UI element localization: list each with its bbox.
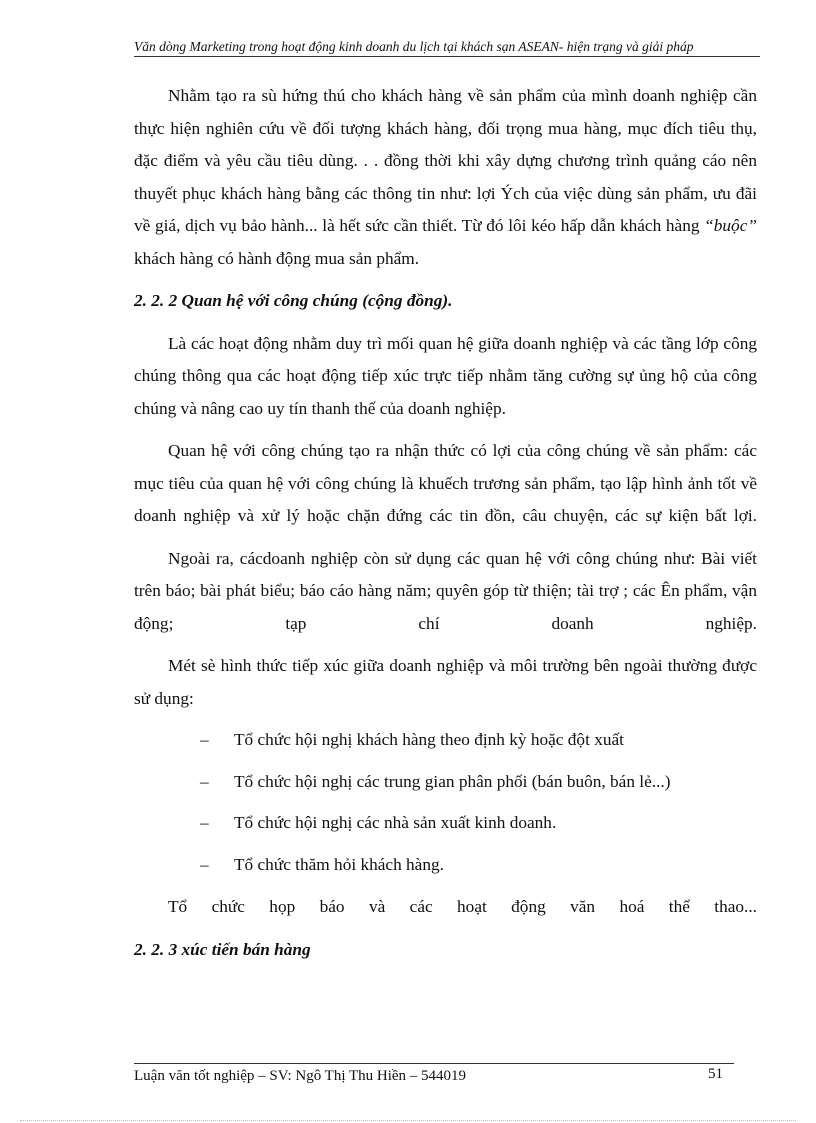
paragraph-1-quote: “buộc”: [704, 216, 757, 235]
bullet-dash: –: [200, 771, 209, 791]
paragraph-3: Quan hệ với công chúng tạo ra nhận thức có lợi của công chúng về sản phẩm: các mục tiêu của quan hệ với công chúng là khuếch trương sản phẩm, tạo lập hình ảnh tốt về doanh nghiệp và xử lý hoặc chặn đứng các tin đồn, câu chuyện, các sự kiện bất lợi.: [134, 441, 757, 525]
paragraph-1-end: khách hàng có hành động mua sản phẩm.: [134, 248, 420, 268]
list-item-text: Tổ chức hội nghị khách hàng theo định kỳ hoặc đột xuất: [234, 730, 624, 749]
list-item-text: Tổ chức hội nghị các trung gian phân phối (bán buôn, bán lẻ...): [234, 771, 671, 791]
bullet-dash: –: [200, 730, 209, 749]
section-heading-2-2-3: 2. 2. 3 xúc tiến bán hàng: [134, 939, 311, 959]
paragraph-6: Tổ chức họp báo và các hoạt động văn hoá thể thao...: [168, 897, 757, 916]
paragraph-2: Là các hoạt động nhằm duy trì mối quan hệ giữa doanh nghiệp và các tầng lớp công chúng thông qua các hoạt động tiếp xúc trực tiếp nhằm tăng cường sự ủng hộ của công chúng và nâng cao uy tín thanh thế của doanh nghiệp.: [134, 333, 757, 418]
page-break-line: [20, 1120, 796, 1121]
footer-text: Luận văn tốt nghiệp – SV: Ngô Thị Thu Hiền – 544019: [134, 1068, 467, 1084]
page-body: [134, 80, 757, 966]
page-number: 51: [708, 1066, 723, 1082]
paragraph-1-text: Nhằm tạo ra sù hứng thú cho khách hàng về sản phẩm của mình doanh nghiệp cần thực hiện nghiên cứu về đối tượng khách hàng, đối trọng mua hàng, mục đích tiêu thụ, đặc điểm và yêu cầu tiêu dùng. . . đồng thời khi xây dựng chương trình quảng cáo nên thuyết phục khách hàng bằng các thông tin như: lợi Ých của việc dùng sản phẩm, ưu đãi về giá, dịch vụ bảo hành... là hết sức cần thiết. Từ đó lôi kéo hấp dẫn khách hàng: [134, 86, 757, 235]
bullet-dash: –: [200, 813, 209, 832]
list-item-text: Tổ chức thăm hỏi khách hàng.: [234, 854, 444, 874]
list-item: [134, 807, 757, 840]
paragraph-1: [134, 80, 757, 275]
list-item: [134, 849, 757, 882]
list-item: [134, 766, 757, 799]
list-item-text: Tổ chức hội nghị các nhà sản xuất kinh doanh.: [234, 813, 557, 832]
section-heading-2-2-2: 2. 2. 2 Quan hệ với công chúng (cộng đồng).: [134, 291, 453, 310]
footer-divider: [134, 1063, 734, 1064]
paragraph-5: Mét sè hình thức tiếp xúc giữa doanh nghiệp và môi trường bên ngoài thường được sử dụng:: [134, 656, 757, 708]
list-item: [134, 724, 757, 757]
paragraph-4: Ngoài ra, cácdoanh nghiệp còn sử dụng các quan hệ với công chúng như: Bài viết trên báo; bài phát biểu; báo cáo hàng năm; quyên góp từ thiện; tài trợ ; các Ên phẩm, vận động; tạp chí doanh nghiệp.: [134, 548, 757, 633]
running-header: Văn dòng Marketing trong hoạt động kinh doanh du lịch tại khách sạn ASEAN- hiện trạng và giải pháp: [134, 38, 760, 57]
bullet-dash: –: [200, 854, 209, 874]
